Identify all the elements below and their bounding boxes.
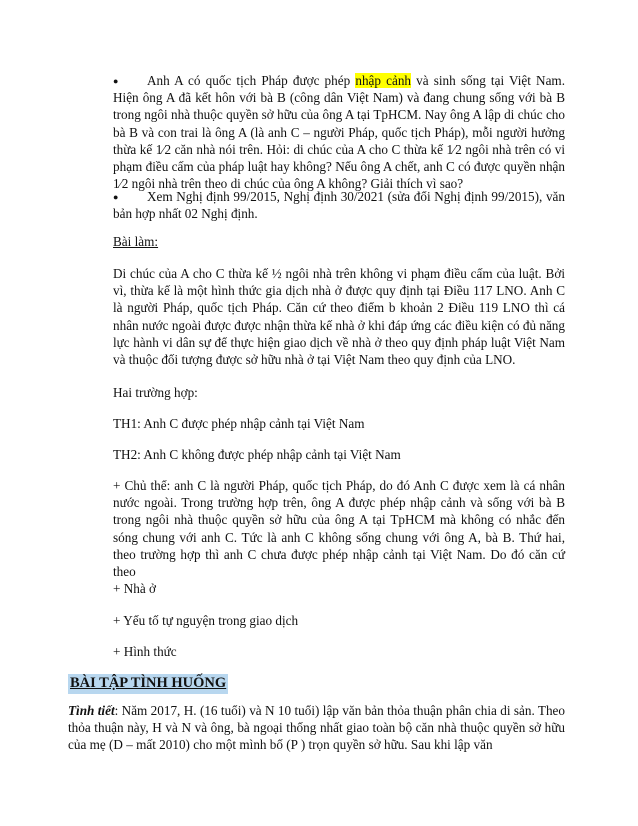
bai-lam-text: Bài làm: — [113, 234, 159, 249]
bai-lam-label — [113, 233, 565, 250]
house-line: + Nhà ở — [113, 581, 156, 596]
case-2-line: TH2: Anh C không được phép nhập cảnh tại Việt Nam — [113, 447, 401, 462]
case-1-line: TH1: Anh C được phép nhập cảnh tại Việt Nam — [113, 416, 365, 431]
highlighted-text: nhập cảnh — [355, 73, 412, 88]
bullet1-text-b: và sinh sống tại Việt Nam. Hiện ông A đã kết hôn với bà B (công dân Việt Nam) và đang chung sống với bà B trong ngôi nhà thuộc quyền sở hữu của ông A tại TpHCM. Nay ông A lập di chúc cho bà B và con trai là ông A (là anh C – người Pháp, quốc tịch Pháp), mỗi người hưởng thừa kế 1⁄2 căn nhà nói trên. Hỏi: di chúc của A cho C thừa kế 1⁄2 ngôi nhà trên có vi phạm điều cấm của pháp luật hay không? Nếu ông A chết, anh C có được quyền nhận 1⁄2 ngôi nhà trên theo di chúc của ông A không? Giải thích vì sao? — [113, 73, 565, 192]
bullet2-text: Xem Nghị định 99/2015, Nghị định 30/2021 (sửa đổi Nghị định 99/2015), văn bản hợp nhất 02 Nghị định. — [113, 189, 565, 222]
section-heading: BÀI TẬP TÌNH HUỐNG — [68, 674, 228, 694]
facts-text: : Năm 2017, H. (16 tuổi) và N 10 tuổi) lập văn bản thỏa thuận phân chia di sản. Theo thỏa thuận này, H và N và ông, bà ngoại thống nhất giao toàn bộ căn nhà thuộc quyền sở hữu của mẹ (D – mất 2010) cho một mình bố (P ) trọn quyền sở hữu. Sau khi lập văn — [68, 703, 565, 753]
form-line: + Hình thức — [113, 644, 177, 659]
subject-paragraph: + Chủ thể: anh C là người Pháp, quốc tịch Pháp, do đó Anh C được xem là cá nhân nước ngoài. Trong trường hợp trên, ông A được phép nhập cảnh và sống với bà B trong ngôi nhà thuộc quyền sở hữu của ông A tại TpHCM mà không có nhắc đến sóng chung với anh C. Tức là anh C không sống chung với ông A, bà B. Thứ hai, theo trường hợp thì anh C chưa được phép nhập cảnh tại Việt Nam. Do đó căn cứ theo — [113, 478, 565, 580]
bullet1-text-a: Anh A có quốc tịch Pháp được phép — [147, 73, 356, 88]
bullet-reference-paragraph — [113, 188, 565, 222]
two-cases-line: Hai trường hợp: — [113, 385, 198, 400]
voluntary-line: + Yếu tố tự nguyện trong giao dịch — [113, 613, 299, 628]
bullet-marker: ● — [113, 76, 119, 86]
facts-label: Tình tiết — [68, 703, 115, 718]
bullet-marker: ● — [113, 192, 119, 202]
answer-paragraph: Di chúc của A cho C thừa kế ½ ngôi nhà trên không vi phạm điều cấm của luật. Bởi vì, thừa kế là một hình thức gia dịch nhà ở được quy định tại Điều 117 LNO. Anh C là người Pháp, quốc tịch Pháp. Căn cứ theo điểm b khoản 2 Điều 119 LNO thì cá nhân nước ngoài được được nhận thừa kế nhà ở khi đáp ứng các điều kiện có đủ năng lực hành vi dân sự để thực hiện giao dịch về nhà ở theo quy định pháp luật Việt Nam và thuộc đối tượng được sở hữu nhà ở tại Việt Nam theo quy định của LNO. — [113, 266, 565, 368]
facts-paragraph — [68, 702, 565, 754]
bullet-question-paragraph — [113, 72, 565, 192]
